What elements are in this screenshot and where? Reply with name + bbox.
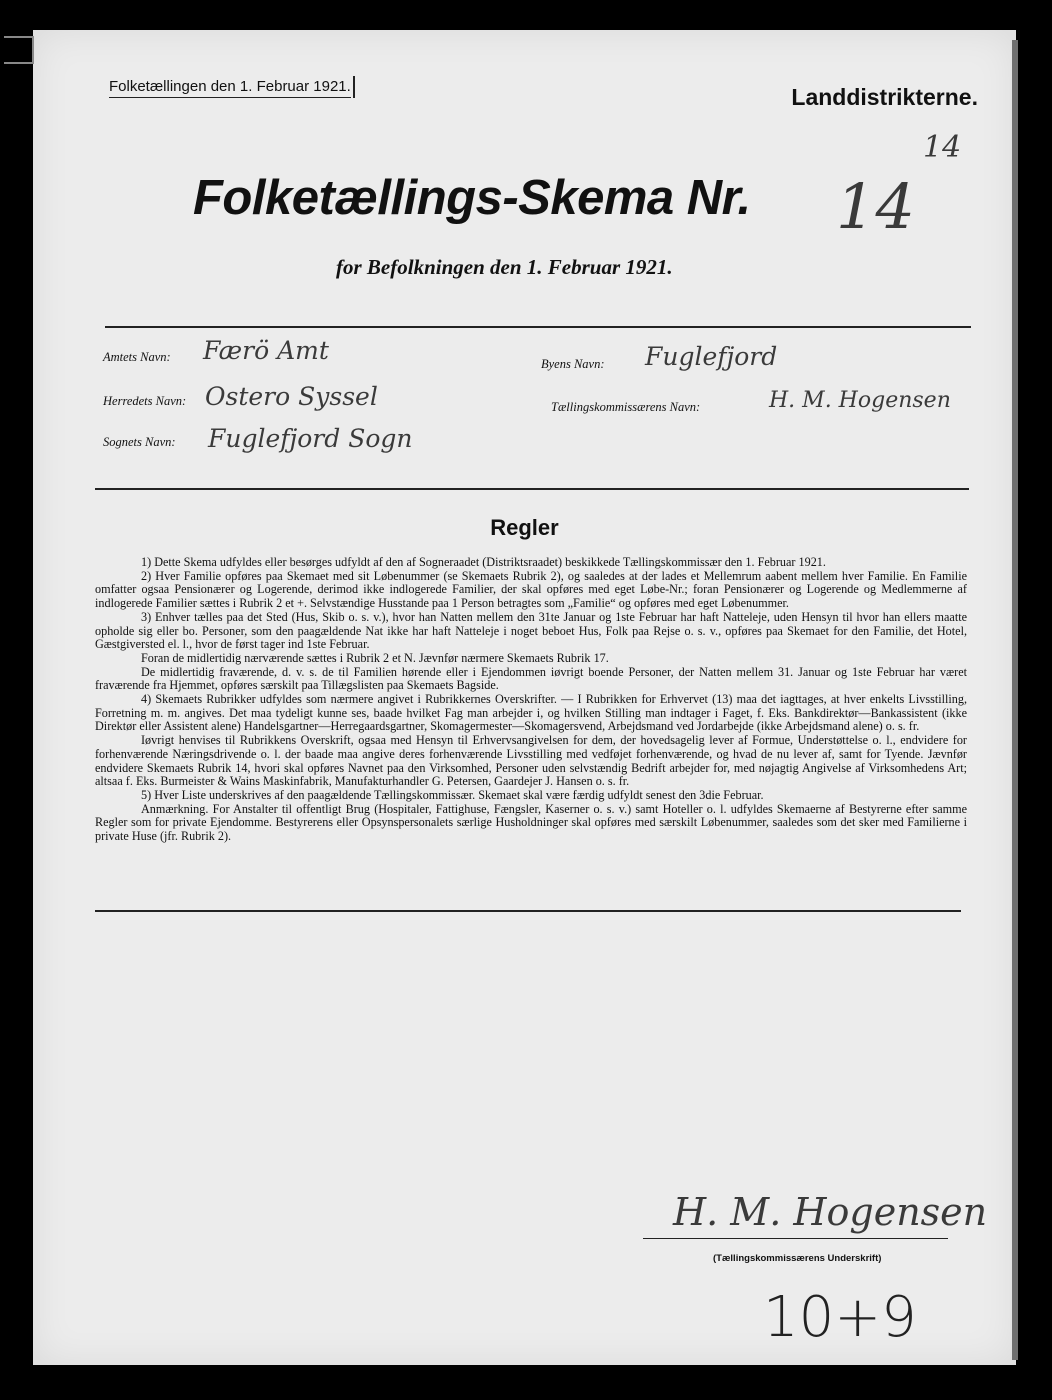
byens-navn-value: Fuglefjord bbox=[645, 342, 778, 371]
district-type-header: Landdistrikterne. bbox=[791, 84, 978, 110]
signature-handwritten: H. M. Hogensen bbox=[673, 1190, 988, 1234]
rule-paragraph: 2) Hver Familie opføres paa Skemaet med sit Løbenummer (se Skemaets Rubrik 2), og saaledes at der lades et Mellemrum aabent mellem hver Familie. En Familie omfatter ogsaa Pensionærer og Logerende, derimod ikke indlogerede Familier, der skal opføres med eget Løbe-Nr.; foran Pensionærer og Logerende og Medlemmerne af indlogerede Familier sættes i Rubrik 2 et +. Selvstændige Husstande paa 1 Person betragtes som „Familie“ og opføres med eget Løbenummer. bbox=[95, 568, 967, 611]
rule-paragraph: 4) Skemaets Rubrikker udfyldes som nærmere angivet i Rubrikkernes Overskrifter. — I Rubrikken for Erhvervet (13) maa det iagttages, at hver enkelts Livsstilling, Forretning m. m. angives. Det maa tydeligt kunne ses, baade hvilket Fag man arbejder i, og hvilken Stilling man indtager i Faget, f. Eks. Bankdirektør—Bankassistent (ikke Direktør eller Assistent alene) Handelsgartner—Herregaardsgartner, Skomagermester—Skomagersvend, Arbejdsmand ved Jordarbejde (ikke Arbejdsmand alene) o. s. fr. bbox=[95, 692, 967, 734]
bottom-rule bbox=[95, 910, 961, 912]
sheet-edge bbox=[1012, 40, 1018, 1360]
form-subtitle: for Befolkningen den 1. Februar 1921. bbox=[336, 255, 673, 279]
rule-paragraph: De midlertidig fraværende, d. v. s. de til Familien hørende eller i Ejendommen iøvrigt boende Personer, der Natten mellem 31. Januar og 1ste Februar har været fraværende fra Hjemmet, opføres særskilt paa Tillægslisten paa Skemaets Bagside. bbox=[95, 664, 967, 693]
amtets-navn-value: Færö Amt bbox=[203, 336, 329, 365]
herredets-navn-label: Herredets Navn: bbox=[103, 394, 187, 408]
amtets-navn-label: Amtets Navn: bbox=[103, 350, 171, 364]
film-edge-mark bbox=[4, 36, 34, 64]
rule-paragraph: Foran de midlertidig nærværende sættes i Rubrik 2 et N. Jævnfør nærmere Skemaets Rubrik 17. bbox=[141, 650, 609, 665]
rule-paragraph: 3) Enhver tælles paa det Sted (Hus, Skib o. s. v.), hvor han Natten mellem den 31te Januar og 1ste Februar har haft Natteleje, uden Hensyn til hvor han ellers maatte opholde sig eller bo. Personer, som den paagældende Nat ikke har haft Natteleje i noget beboet Hus, Folk paa Rejse o. s. v., opføres paa Skemaet for den Familie, det Hotel, Gæstgiversted el. l., hvor de først tager ind 1ste Februar. bbox=[95, 609, 967, 652]
kommissaer-navn-label: Tællingskommissærens Navn: bbox=[551, 400, 701, 414]
signature-line bbox=[643, 1238, 948, 1239]
rule-paragraph: Anmærkning. For Anstalter til offentligt Brug (Hospitaler, Fattighuse, Fængsler, Kaserner o. s. v.) samt Hoteller o. l. udfyldes Skemaerne af Bestyrerne efter samme Regler som for private Ejendomme. Bestyrerens eller Opsynspersonalets særlige Husholdninger skal opføres med særskilt Løbenummer, saaledes som det sker med Familierne i private Huse (jfr. Rubrik 2). bbox=[95, 801, 967, 844]
regler-heading: Regler bbox=[490, 515, 559, 540]
rules-text bbox=[95, 556, 967, 844]
herredets-navn-value: Ostero Syssel bbox=[205, 382, 378, 411]
sognets-navn-label: Sognets Navn: bbox=[103, 435, 176, 449]
top-rule bbox=[105, 326, 971, 328]
signature-caption: (Tællingskommissærens Underskrift) bbox=[713, 1253, 882, 1264]
middle-rule bbox=[95, 488, 969, 490]
byens-navn-label: Byens Navn: bbox=[541, 357, 605, 371]
kommissaer-navn-value: H. M. Hogensen bbox=[769, 388, 951, 413]
rule-paragraph: 5) Hver Liste underskrives af den paagældende Tællingskommissær. Skemaet skal være færdig udfyldt senest den 3die Februar. bbox=[141, 787, 764, 802]
handwritten-form-number: 14 bbox=[923, 130, 962, 165]
census-form-sheet bbox=[33, 30, 1016, 1365]
form-title: Folketællings-Skema Nr. bbox=[193, 171, 751, 225]
sognets-navn-value: Fuglefjord Sogn bbox=[208, 424, 413, 453]
rule-paragraph: Iøvrigt henvises til Rubrikkens Overskrift, ogsaa med Hensyn til Erhvervsangivelsen for dem, der hovedsagelig lever af Formue, Understøttelse o. l., endvidere for forhenværende Næringsdrivende o. l. der baade maa angive deres forhenværende Livsstilling med vedføjet forhenværende, og hvad de nu lever af, samt for Tyende. Jævnfør endvidere Skemaets Rubrik 14, hvori skal opføres Navnet paa den Virksomhed, Personer uden selvstændig Bedrift arbejder for, med nøjagtig Angivelse af Virksomhedens Art; altsaa f. Eks. Burmeister & Wains Maskinfabrik, Manufakturhandler G. Petersen, Gaardejer J. Hansen o. s. fr. bbox=[95, 733, 967, 789]
handwritten-count: 10+9 bbox=[763, 1285, 917, 1350]
rule-paragraph: 1) Dette Skema udfyldes eller besørges udfyldt af den af Sogneraadet (Distriktsraadet) beskikkede Tællingskommissær den 1. Februar 1921. bbox=[141, 555, 826, 569]
census-date-header: Folketællingen den 1. Februar 1921. bbox=[109, 78, 351, 98]
handwritten-title-number: 14 bbox=[836, 170, 915, 243]
